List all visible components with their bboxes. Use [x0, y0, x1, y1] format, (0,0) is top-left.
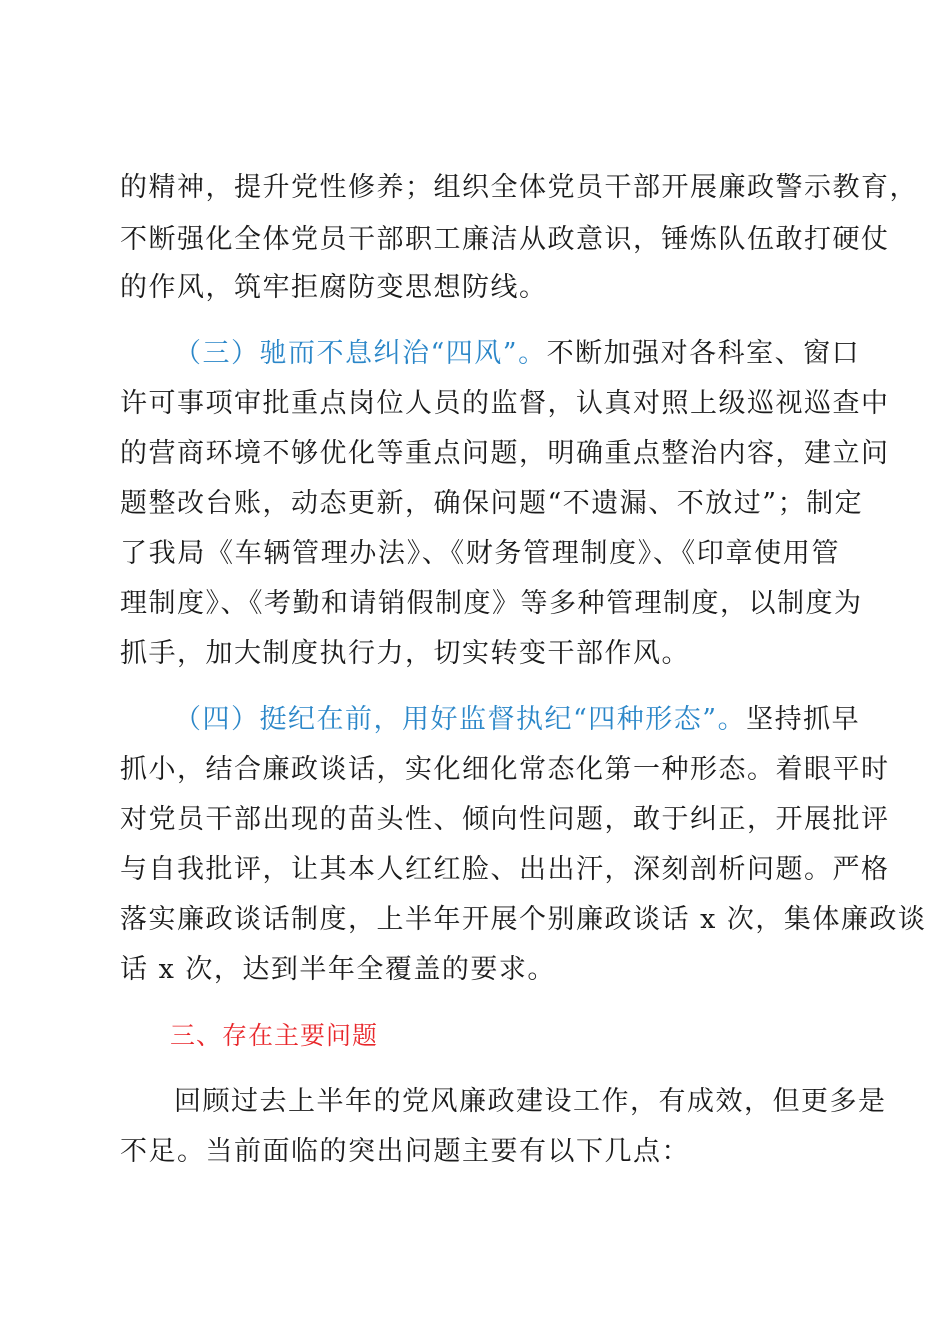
paragraph-line: 不足。当前面临的突出问题主要有以下几点： [120, 1136, 690, 1167]
paragraph-line: 与自我批评，让其本人红红脸、出出汗，深刻剖析问题。严格 [120, 854, 890, 885]
paragraph-line: 了我局《车辆管理办法》、《财务管理制度》、《印章使用管 [120, 538, 840, 569]
subsection-3-first-line-text: 不断加强对各科室、窗口 [546, 338, 861, 369]
paragraph-line: 回顾过去上半年的党风廉政建设工作，有成效，但更多是 [174, 1086, 887, 1117]
paragraph-line: 题整改台账，动态更新，确保问题“不遗漏、不放过”；制定 [120, 488, 864, 519]
paragraph-line: 抓小，结合廉政谈话，实化细化常态化第一种形态。着眼平时 [120, 754, 890, 785]
paragraph-line: 落实廉政谈话制度，上半年开展个别廉政谈话 x 次，集体廉政谈 [120, 904, 927, 935]
paragraph-line: 对党员干部出现的苗头性、倾向性问题，敢于纠正，开展批评 [120, 804, 890, 835]
subsection-3-heading: （三）驰而不息纠治“四风”。 [174, 338, 547, 369]
subsection-4-first-line-text: 坚持抓早 [746, 704, 861, 735]
paragraph-line: 的营商环境不够优化等重点问题，明确重点整治内容，建立问 [120, 438, 890, 469]
paragraph-line: 不断强化全体党员干部职工廉洁从政意识，锤炼队伍敢打硬仗 [120, 224, 890, 255]
section-3-heading: 三、存在主要问题 [170, 1021, 379, 1050]
subsection-4-first-line [174, 700, 861, 740]
paragraph-line: 的作风，筑牢拒腐防变思想防线。 [120, 272, 548, 303]
subsection-4-heading: （四）挺纪在前，用好监督执纪“四种形态”。 [174, 704, 747, 735]
subsection-3-first-line [174, 334, 861, 374]
paragraph-line: 许可事项审批重点岗位人员的监督，认真对照上级巡视巡查中 [120, 388, 890, 419]
paragraph-line: 的精神，提升党性修养；组织全体党员干部开展廉政警示教育， [120, 172, 918, 203]
paragraph-line: 话 x 次，达到半年全覆盖的要求。 [120, 954, 556, 985]
paragraph-line: 理制度》、《考勤和请销假制度》等多种管理制度，以制度为 [120, 588, 863, 619]
paragraph-line: 抓手，加大制度执行力，切实转变干部作风。 [120, 638, 690, 669]
